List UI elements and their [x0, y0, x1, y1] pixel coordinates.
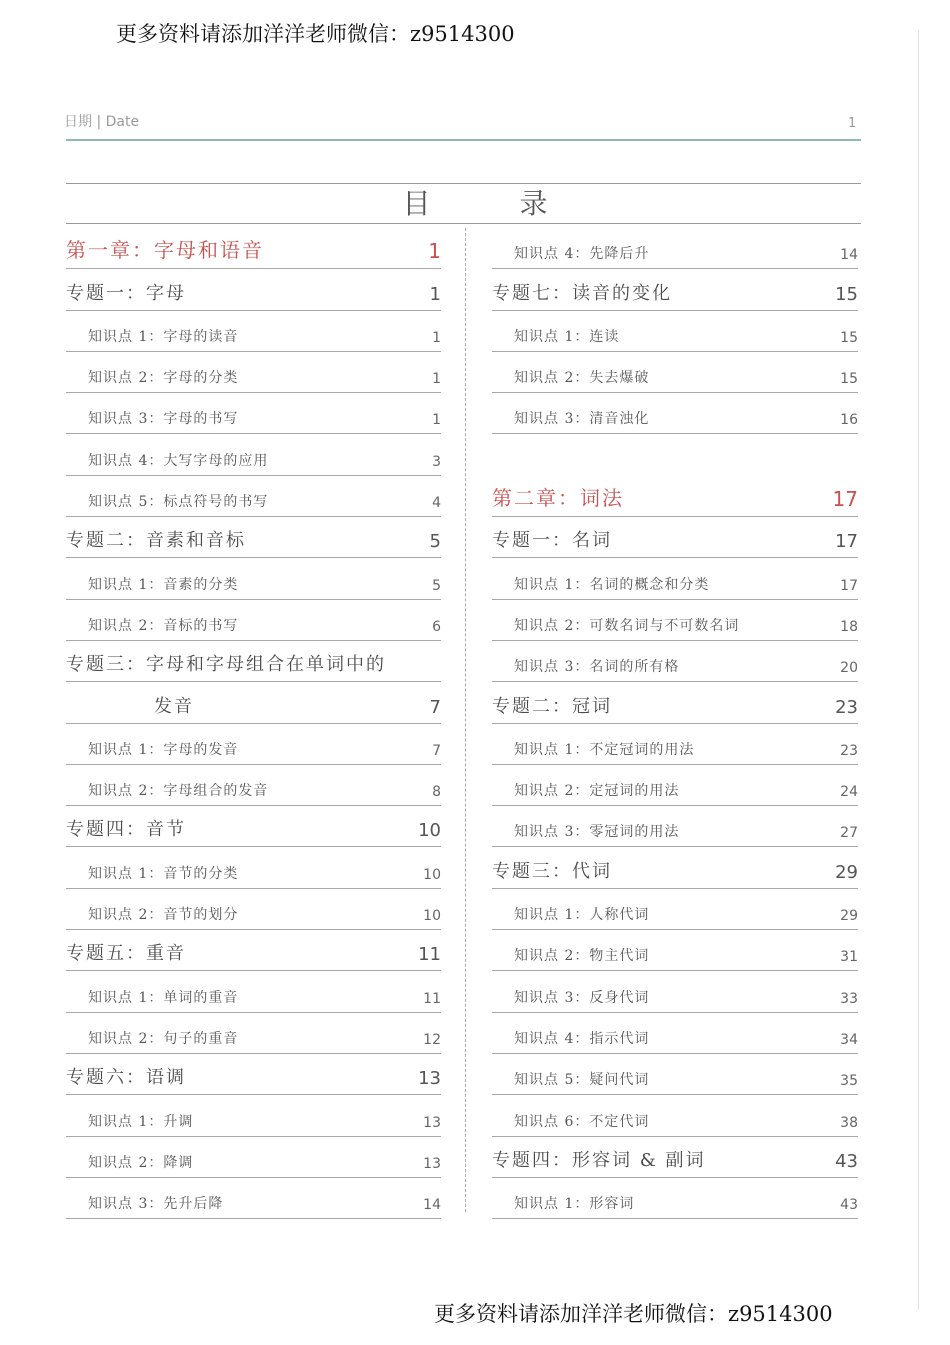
toc-point-row[interactable] — [66, 434, 441, 475]
date-label: 日期 | Date — [64, 114, 140, 130]
toc-entry-title: 知识点 2：可数名词与不可数名词 — [514, 617, 740, 634]
toc-entry-page: 14 — [840, 247, 858, 264]
toc-entry-page: 15 — [840, 371, 858, 388]
toc-entry-title: 专题二：冠词 — [492, 695, 612, 717]
toc-entry-title: 知识点 3：零冠词的用法 — [514, 824, 680, 841]
toc-entry-title: 知识点 5：标点符号的书写 — [88, 494, 269, 511]
toc-entry-title: 知识点 2：物主代词 — [514, 948, 650, 965]
toc-point-row[interactable] — [492, 1095, 858, 1136]
toc-point-row[interactable] — [492, 311, 858, 352]
toc-entry-title: 知识点 1：名词的概念和分类 — [514, 576, 710, 593]
toc-entry-page: 12 — [423, 1031, 441, 1048]
toc-point-row[interactable] — [492, 765, 858, 806]
toc-point-row[interactable] — [66, 1013, 441, 1054]
toc-topic-row[interactable] — [492, 1137, 858, 1178]
toc-point-row[interactable] — [66, 765, 441, 806]
toc-point-row[interactable] — [66, 393, 441, 434]
toc-entry-page: 11 — [423, 990, 441, 1007]
toc-entry-title: 知识点 2：字母的分类 — [88, 370, 239, 387]
toc-entry-title: 专题七：读音的变化 — [492, 282, 672, 304]
toc-point-row[interactable] — [66, 600, 441, 641]
toc-entry-title: 知识点 2：失去爆破 — [514, 370, 650, 387]
toc-entry-page: 35 — [840, 1073, 858, 1090]
toc-point-row[interactable] — [492, 930, 858, 971]
toc-entry-title: 知识点 1：单词的重音 — [88, 989, 239, 1006]
toc-entry-page: 43 — [840, 1197, 858, 1214]
toc-topic-row[interactable] — [492, 682, 858, 723]
toc-point-row[interactable] — [66, 352, 441, 393]
toc-entry-title: 知识点 2：音节的划分 — [88, 907, 239, 924]
toc-point-row[interactable] — [492, 806, 858, 847]
toc-entry-title: 知识点 3：字母的书写 — [88, 411, 239, 428]
toc-point-row[interactable] — [492, 641, 858, 682]
toc-entry-title: 知识点 3：反身代词 — [514, 989, 650, 1006]
toc-entry-page: 29 — [835, 861, 858, 883]
toc-entry-title: 知识点 1：形容词 — [514, 1196, 635, 1213]
header-rule — [66, 139, 861, 141]
toc-point-row[interactable] — [492, 1054, 858, 1095]
toc-entry-title: 知识点 2：句子的重音 — [88, 1030, 239, 1047]
toc-entry-page: 15 — [835, 283, 858, 305]
toc-entry-page: 15 — [840, 329, 858, 346]
toc-chapter-row[interactable] — [492, 476, 858, 517]
toc-entry-page: 8 — [432, 784, 441, 801]
toc-entry-page: 1 — [428, 239, 441, 264]
toc-entry-page: 17 — [840, 577, 858, 594]
toc-point-row[interactable] — [492, 393, 858, 434]
toc-point-row[interactable] — [492, 352, 858, 393]
toc-entry-page: 10 — [418, 820, 441, 842]
toc-entry-title: 发音 — [154, 695, 194, 717]
toc-entry-title: 知识点 1：升调 — [88, 1113, 194, 1130]
toc-entry-page: 6 — [432, 618, 441, 635]
toc-entry-page: 34 — [840, 1031, 858, 1048]
toc-chapter-row[interactable] — [66, 228, 441, 269]
toc-entry-title: 知识点 1：不定冠词的用法 — [514, 741, 695, 758]
toc-entry-page: 4 — [432, 495, 441, 512]
toc-entry-page: 38 — [840, 1114, 858, 1131]
toc-entry-page: 31 — [840, 949, 858, 966]
toc-entry-title: 知识点 1：音节的分类 — [88, 865, 239, 882]
toc-entry-page: 1 — [432, 412, 441, 429]
toc-entry-title: 专题一：字母 — [66, 282, 186, 304]
toc-entry-title: 知识点 1：音素的分类 — [88, 576, 239, 593]
toc-entry-title: 知识点 2：字母组合的发音 — [88, 783, 269, 800]
toc-point-row[interactable] — [66, 1137, 441, 1178]
toc-point-row[interactable] — [492, 724, 858, 765]
toc-entry-title: 第一章：字母和语音 — [66, 238, 264, 263]
toc-entry-title: 知识点 5：疑问代词 — [514, 1072, 650, 1089]
toc-entry-title: 专题二：音素和音标 — [66, 530, 246, 552]
toc-entry-page: 5 — [432, 577, 441, 594]
toc-point-row[interactable] — [492, 889, 858, 930]
toc-point-row[interactable] — [492, 600, 858, 641]
toc-entry-page: 1 — [432, 329, 441, 346]
toc-topic-row[interactable] — [66, 930, 441, 971]
toc-entry-title: 专题五：重音 — [66, 943, 186, 965]
toc-entry-page: 43 — [835, 1150, 858, 1172]
toc-entry-title: 知识点 6：不定代词 — [514, 1113, 650, 1130]
toc-entry-page: 5 — [429, 531, 441, 553]
toc-entry-page: 27 — [840, 825, 858, 842]
toc-entry-page: 10 — [423, 866, 441, 883]
toc-entry-page: 29 — [840, 908, 858, 925]
toc-entry-page: 17 — [835, 531, 858, 553]
toc-entry-page: 20 — [840, 660, 858, 677]
toc-entry-title: 专题四：音节 — [66, 819, 186, 841]
toc-entry-page: 11 — [418, 944, 441, 966]
toc-point-row[interactable] — [66, 1178, 441, 1219]
toc-topic-row[interactable] — [66, 682, 441, 723]
toc-point-row[interactable] — [492, 971, 858, 1012]
toc-entry-page: 10 — [423, 908, 441, 925]
toc-entry-page: 17 — [832, 487, 858, 512]
toc-entry-title: 知识点 1：字母的读音 — [88, 328, 239, 345]
toc-point-row[interactable] — [66, 889, 441, 930]
toc-entry-title: 专题六：语调 — [66, 1067, 186, 1089]
toc-topic-row[interactable] — [492, 269, 858, 310]
toc-point-row[interactable] — [66, 724, 441, 765]
toc-entry-title: 第二章：词法 — [492, 486, 624, 511]
toc-entry-page: 23 — [840, 742, 858, 759]
toc-entry-title: 专题一：名词 — [492, 530, 612, 552]
toc-entry-title: 知识点 3：清音浊化 — [514, 411, 650, 428]
toc-entry-page: 16 — [840, 412, 858, 429]
toc-entry-page: 24 — [840, 784, 858, 801]
toc-entry-title: 专题三：字母和字母组合在单词中的 — [66, 654, 386, 676]
toc-topic-row[interactable] — [66, 517, 441, 558]
toc-topic-row[interactable] — [66, 269, 441, 310]
top-watermark: 更多资料请添加洋洋老师微信：z9514300 — [116, 22, 515, 46]
toc-topic-row[interactable] — [492, 847, 858, 888]
toc-point-row[interactable] — [66, 971, 441, 1012]
toc-entry-page: 3 — [432, 453, 441, 470]
toc-point-row[interactable] — [66, 311, 441, 352]
toc-entry-title: 知识点 2：降调 — [88, 1154, 194, 1171]
toc-point-row[interactable] — [492, 228, 858, 269]
toc-entry-title: 知识点 3：先升后降 — [88, 1196, 224, 1213]
toc-title: 目 录 — [402, 187, 588, 220]
toc-entry-title: 知识点 4：大写字母的应用 — [88, 452, 269, 469]
toc-entry-page: 7 — [432, 742, 441, 759]
toc-entry-title: 专题三：代词 — [492, 860, 612, 882]
toc-entry-title: 知识点 1：人称代词 — [514, 907, 650, 924]
toc-entry-page: 14 — [423, 1197, 441, 1214]
toc-point-row[interactable] — [66, 558, 441, 599]
page-edge — [918, 30, 919, 1310]
toc-entry-title: 知识点 2：定冠词的用法 — [514, 783, 680, 800]
toc-entry-title: 知识点 3：名词的所有格 — [514, 659, 680, 676]
toc-point-row[interactable] — [492, 1013, 858, 1054]
page-number: 1 — [848, 116, 857, 131]
toc-point-row[interactable] — [66, 476, 441, 517]
toc-entry-page: 1 — [429, 283, 441, 305]
toc-entry-page: 18 — [840, 618, 858, 635]
toc-entry-page: 13 — [418, 1068, 441, 1090]
toc-entry-page: 13 — [423, 1114, 441, 1131]
title-rule-bottom — [66, 223, 861, 224]
toc-entry-page: 1 — [432, 371, 441, 388]
toc-entry-page: 23 — [835, 696, 858, 718]
toc-entry-title: 知识点 4：指示代词 — [514, 1030, 650, 1047]
toc-left-column — [66, 228, 441, 1219]
toc-point-row[interactable] — [492, 558, 858, 599]
toc-entry-page: 13 — [423, 1155, 441, 1172]
toc-point-row[interactable] — [66, 1095, 441, 1136]
toc-point-row[interactable] — [66, 847, 441, 888]
toc-entry-page: 7 — [429, 696, 441, 718]
toc-point-row[interactable] — [492, 1178, 858, 1219]
column-divider — [465, 228, 466, 1212]
toc-entry-title: 知识点 1：连读 — [514, 328, 620, 345]
toc-entry-title: 知识点 4：先降后升 — [514, 246, 650, 263]
toc-entry-title: 知识点 2：音标的书写 — [88, 617, 239, 634]
toc-entry-page: 33 — [840, 990, 858, 1007]
toc-right-column — [492, 228, 858, 1219]
toc-topic-row[interactable] — [66, 641, 441, 682]
toc-topic-row[interactable] — [66, 1054, 441, 1095]
toc-entry-title: 专题四：形容词 & 副词 — [492, 1149, 706, 1171]
toc-entry-title: 知识点 1：字母的发音 — [88, 741, 239, 758]
toc-blank-row — [492, 434, 858, 475]
bottom-watermark: 更多资料请添加洋洋老师微信：z9514300 — [434, 1302, 833, 1326]
toc-topic-row[interactable] — [492, 517, 858, 558]
toc-topic-row[interactable] — [66, 806, 441, 847]
